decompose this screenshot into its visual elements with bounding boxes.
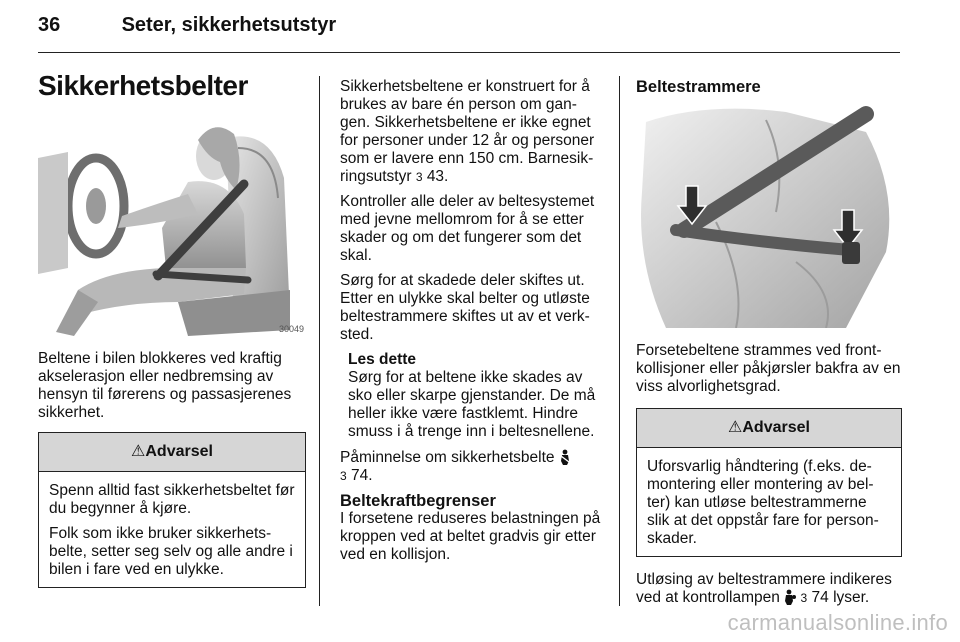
paragraph — [636, 571, 902, 607]
seatbelt-driver-figure — [38, 118, 306, 340]
warning-header — [637, 409, 901, 448]
watermark: carmanualsonline.info — [727, 610, 948, 635]
figure-number: 30049 — [278, 324, 304, 334]
warning-icon: ⚠ — [131, 443, 146, 460]
warning-box — [636, 408, 902, 557]
paragraph: Kontroller alle deler av beltesystemet med jevne mellomrom for å se etter skader og om det fungerer som det skal. — [340, 193, 595, 264]
warning-body — [637, 448, 901, 556]
page-header — [38, 14, 336, 37]
column-3 — [636, 78, 902, 614]
paragraph-text: Sikkerhetsbeltene er konstruert for å brukes av bare én person om gan-gen. Sikkerhetsbeltene er ikke egnet for personer under 12 år og personer som er lavere enn 150 cm. Barnesik-ringsutstyr — [340, 78, 595, 185]
section-title: Seter, sikkerhetsutstyr — [121, 14, 337, 36]
note-title: Les dette — [348, 351, 417, 368]
paragraph-text: Utløsing av beltestrammere indikeres ved at kontrollampen — [636, 571, 892, 606]
warning-title: Advarsel — [145, 443, 213, 460]
warning-text: Folk som ikke bruker sikkerhets-belte, setter seg selv og alle andre i bilen i fare ved en ulykke. — [49, 525, 293, 578]
paragraph-text: Påminnelse om sikkerhetsbelte — [340, 449, 559, 466]
intro-paragraph: Beltene i bilen blokkeres ved kraftig akselerasjon eller nedbremsing av hensyn til førerens og passasjerenes sikkerhet. — [38, 350, 292, 421]
paragraph: Forsetebeltene strammes ved front-kollisjoner eller påkjørsler bakfra av en viss alvorlighetsgrad. — [636, 342, 901, 395]
page-ref-link[interactable]: 74 lyser. — [811, 589, 870, 606]
column-divider — [319, 76, 320, 606]
page-title: Sikkerhetsbelter — [38, 70, 248, 101]
warning-title: Advarsel — [742, 419, 810, 436]
page-number: 36 — [38, 14, 61, 36]
driver-illustration — [38, 118, 306, 340]
column-2 — [340, 78, 606, 571]
section-heading: Beltestrammere — [636, 78, 761, 96]
column-divider — [619, 76, 620, 606]
seatbelt-reminder-icon — [559, 449, 571, 465]
warning-body — [39, 472, 305, 587]
paragraph: I forsetene reduseres belastningen på kroppen ved at beltet gradvis gir etter ved en kollisjon. — [340, 510, 601, 563]
column-1 — [38, 118, 306, 588]
warning-header — [39, 433, 305, 472]
subheading: Beltekraftbegrenser — [340, 492, 496, 510]
page-ref-link[interactable]: 74. — [351, 467, 373, 484]
page-ref-link[interactable]: 43. — [426, 168, 449, 185]
note-box — [340, 351, 606, 441]
ref-arrow-icon: 3 — [340, 469, 347, 483]
header-rule — [38, 52, 900, 53]
pretensioner-figure — [636, 102, 902, 328]
ref-arrow-icon: 3 — [800, 591, 808, 605]
note-body: Sørg for at beltene ikke skades av sko eller skarpe gjenstander. De må heller ikke være fastklemt. Hindre smuss i å trenge inn i beltesnellene. — [348, 369, 596, 440]
warning-box — [38, 432, 306, 588]
paragraph — [340, 449, 606, 485]
airbag-warning-icon — [784, 589, 796, 605]
warning-icon: ⚠ — [728, 419, 743, 436]
ref-arrow-icon: 3 — [415, 170, 423, 184]
warning-text: Uforsvarlig håndtering (f.eks. de-montering eller montering av bel-ter) kan utløse beltestrammerne slik at det oppstår fare for person-skader. — [647, 458, 879, 547]
warning-text: Spenn alltid fast sikkerhetsbeltet før du begynner å kjøre. — [49, 482, 295, 517]
paragraph — [340, 78, 606, 186]
pretensioner-illustration — [636, 102, 902, 328]
paragraph: Sørg for at skadede deler skiftes ut. Etter en ulykke skal belter og utløste beltestrammere skiftes ut av et verk-sted. — [340, 272, 590, 343]
